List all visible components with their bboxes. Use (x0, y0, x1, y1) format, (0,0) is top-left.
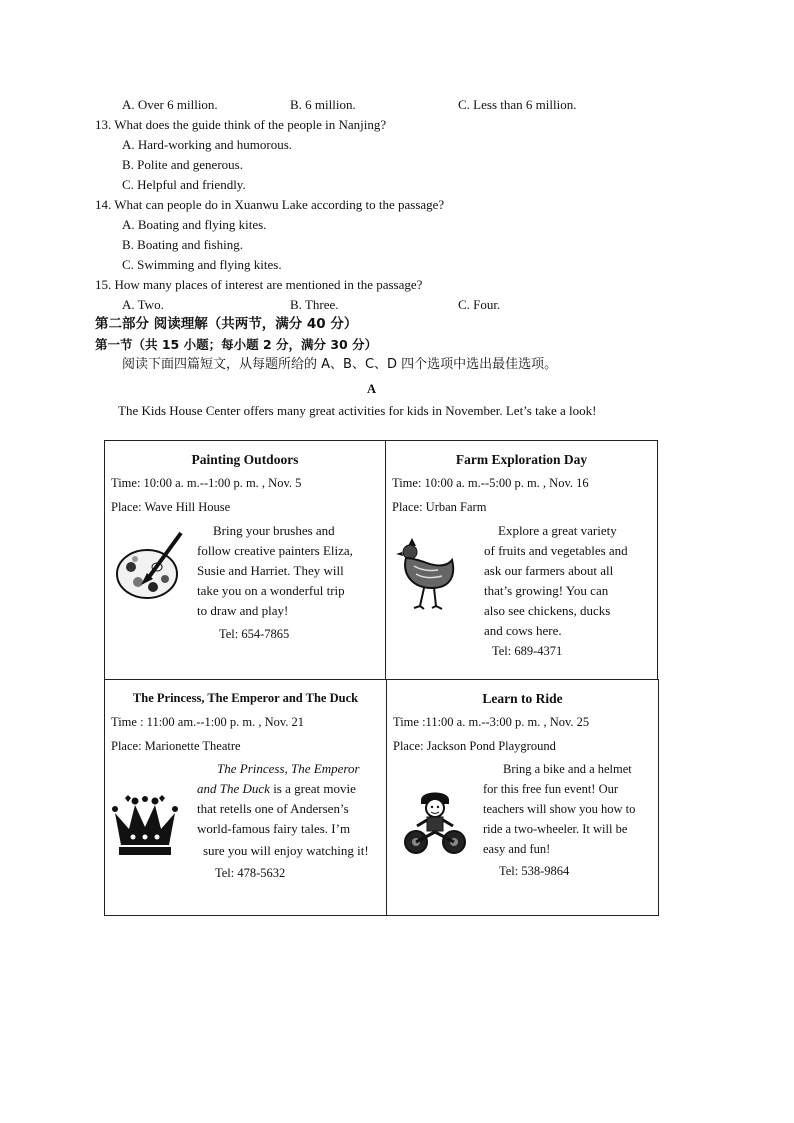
ad-time: Time: 10:00 a. m.--5:00 p. m. , Nov. 16 (392, 476, 589, 490)
ad-place: Place: Marionette Theatre (111, 739, 241, 753)
ad-desc-line: Explore a great variety (498, 523, 617, 538)
ad-tel: Tel: 478-5632 (215, 866, 286, 880)
q14-option-b: B. Boating and fishing. (122, 237, 243, 252)
movie-title-italic: The Princess, The Emperor (217, 761, 360, 776)
q12-option-b: B. 6 million. (290, 97, 356, 112)
ad-desc-line (197, 779, 356, 799)
ad-tel: Tel: 538-9864 (499, 864, 570, 878)
movie-title-italic: and The Duck (197, 781, 270, 796)
q15-option-b: B. Three. (290, 297, 339, 312)
passage-label: A (367, 382, 377, 396)
ad-farm-exploration (385, 440, 658, 680)
ad-desc-line: ask our farmers about all (484, 563, 614, 578)
ad-painting-outdoors (104, 440, 386, 680)
passage-intro: The Kids House Center offers many great activities for kids in November. Let’s take a look! (118, 403, 597, 418)
ad-desc-line: follow creative painters Eliza, (197, 543, 353, 558)
q12-option-c: C. Less than 6 million. (458, 97, 577, 112)
ad-title: Farm Exploration Day (455, 452, 588, 467)
ad-desc-line: for this free fun event! Our (483, 782, 619, 796)
ad-desc-line: Bring your brushes and (213, 523, 335, 538)
kid-on-bike-icon (403, 786, 467, 858)
ad-desc-line: take you on a wonderful trip (197, 583, 345, 598)
palette-icon (111, 529, 191, 607)
q13-option-c: C. Helpful and friendly. (122, 177, 246, 192)
ad-tel: Tel: 654-7865 (219, 627, 290, 641)
q12-option-a: A. Over 6 million. (122, 97, 218, 112)
ad-place: Place: Jackson Pond Playground (393, 739, 556, 753)
section1-heading: 第一节（共 15 小题；每小题 2 分，满分 30 分） (95, 337, 378, 352)
ad-desc-line: Bring a bike and a helmet (503, 762, 632, 776)
ad-learn-to-ride (386, 679, 659, 916)
ad-time: Time: 10:00 a. m.--1:00 p. m. , Nov. 5 (111, 476, 302, 490)
q13-option-b: B. Polite and generous. (122, 157, 243, 172)
ad-desc-line: teachers will show you how to (483, 802, 636, 816)
ad-desc-line: Susie and Harriet. They will (197, 563, 344, 578)
ad-desc-line (217, 759, 360, 779)
q15-option-a: A. Two. (122, 297, 164, 312)
ad-place: Place: Urban Farm (392, 500, 487, 514)
ad-desc-line: to draw and play! (197, 603, 289, 618)
q14-option-a: A. Boating and flying kites. (122, 217, 267, 232)
ad-desc-text: is a great movie (269, 781, 356, 796)
chicken-icon (394, 536, 460, 612)
ad-desc-line: that’s growing! You can (484, 583, 609, 598)
ad-time: Time : 11:00 am.--1:00 p. m. , Nov. 21 (111, 715, 305, 729)
reading-instruction: 阅读下面四篇短文，从每题所给的 A、B、C、D 四个选项中选出最佳选项。 (122, 357, 558, 372)
ad-tel: Tel: 689-4371 (492, 644, 563, 658)
crown-icon (111, 795, 179, 861)
ad-princess-emperor-duck (104, 679, 387, 916)
q15-stem: 15. How many places of interest are mentioned in the passage? (95, 277, 423, 292)
ad-desc-line: world-famous fairy tales. I’m (197, 821, 351, 836)
part2-heading: 第二部分 阅读理解（共两节，满分 40 分） (95, 316, 358, 332)
ad-desc-line: that retells one of Andersen’s (197, 801, 349, 816)
ad-title: Learn to Ride (482, 691, 563, 706)
ad-place: Place: Wave Hill House (111, 500, 231, 514)
ad-desc-line: and cows here. (484, 623, 562, 638)
ad-desc-line: also see chickens, ducks (484, 603, 611, 618)
ad-desc-line: of fruits and vegetables and (484, 543, 628, 558)
q13-option-a: A. Hard-working and humorous. (122, 137, 293, 152)
q14-option-c: C. Swimming and flying kites. (122, 257, 282, 272)
q14-stem: 14. What can people do in Xuanwu Lake according to the passage? (95, 197, 445, 212)
q13-stem: 13. What does the guide think of the people in Nanjing? (95, 117, 387, 132)
ad-title: The Princess, The Emperor and The Duck (132, 691, 359, 705)
ad-desc-line: easy and fun! (483, 842, 551, 856)
ad-desc-line: ride a two-wheeler. It will be (483, 822, 628, 836)
ad-title: Painting Outdoors (191, 452, 299, 467)
ad-desc-line: sure you will enjoy watching it! (203, 843, 369, 858)
ad-time: Time :11:00 a. m.--3:00 p. m. , Nov. 25 (393, 715, 590, 729)
q15-option-c: C. Four. (458, 297, 501, 312)
